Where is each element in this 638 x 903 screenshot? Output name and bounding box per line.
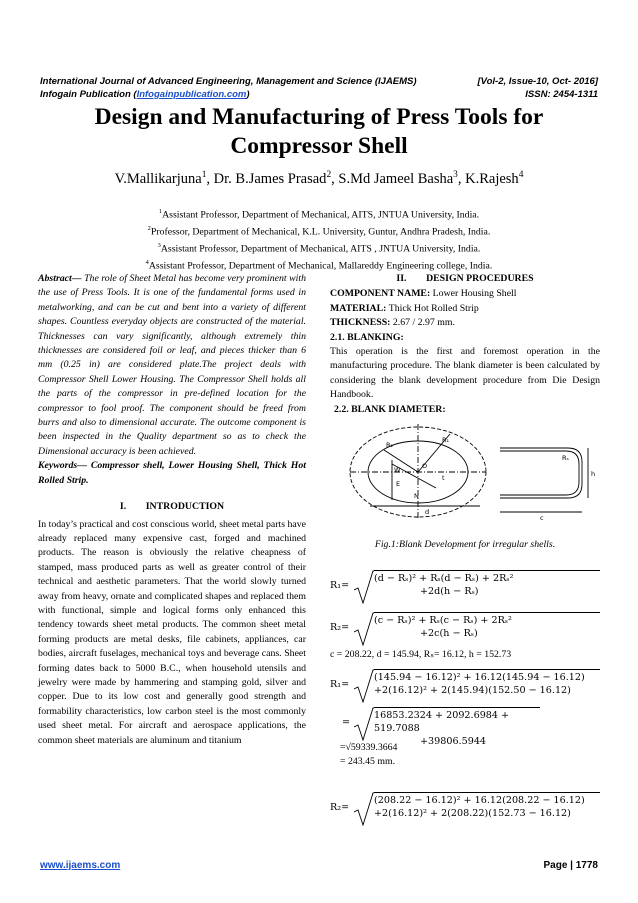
page-number: Page | 1778: [543, 860, 598, 871]
title-line-1: Design and Manufacturing of Press Tools for: [94, 104, 544, 130]
author-1: V.Mallikarjuna$^1$,: [114, 170, 214, 187]
label-t: t: [442, 474, 445, 483]
running-header-line2: [40, 89, 598, 100]
variable-values: c = 208.22, d = 145.94, Rₛ= 16.12, h = 152.73: [330, 649, 512, 661]
label-h: h: [591, 470, 596, 479]
publisher-link[interactable]: Infogainpublication.com: [136, 89, 247, 100]
sqrt-symbol: [354, 612, 374, 646]
right-column: [330, 272, 600, 826]
author-4: K.Rajesh$^4$: [465, 170, 524, 187]
volume-issue: [Vol-2, Issue-10, Oct- 2016]: [477, 76, 598, 87]
label-d: d: [425, 508, 430, 517]
journal-name: International Journal of Advanced Engineering, Management and Science (IJAEMS): [40, 76, 417, 87]
affiliation-4: $^4$Assistant Professor, Department of Mechanical, Mallareddy Engineering college, India.: [145, 258, 493, 271]
equation-r1: R₁= (d − Rₛ)² + Rₛ(d − Rₛ) + 2Rₛ² +2d(h − Rₛ): [330, 570, 600, 604]
equation-r2-substituted: R₂= (208.22 − 16.12)² + 16.12(208.22 − 16.12) +2(16.12)² + 2(208.22)(152.73 − 16.12): [330, 792, 600, 826]
blank-development-figure: [330, 420, 600, 534]
affiliations: [30, 205, 608, 272]
abstract: Abstract— The role of Sheet Metal has become very prominent with the use of Press Tools. It is one of the fundamental forms used in metalworking, and can be cut and bent into a variety of different shapes. Countless everyday objects are constructed of the material. Thicknesses can vary significantly, although extremely thin thicknesses are considered foil or leaf, and pieces thicker than 6 mm (0.25 in) are considered plate.The project deals with Compressor Shell Lower Housing. The Compressor Shell holds all the parts of the compressor in pre-defined location for the compressor to fool proof. The component should be freed from burrs and also to dimensional accurate. The outcome component is been inspected in the Quality department so as to check the Dimensional accuracy is been achieved.: [38, 273, 306, 457]
author-list: [20, 170, 618, 188]
blanking-heading: 2.1. BLANKING:: [330, 331, 404, 343]
sqrt-symbol: [354, 792, 374, 826]
equation-r1-sqrt: =√59339.3664: [340, 741, 398, 753]
blanking-paragraph: This operation is the first and foremost operation in the manufacturing procedure. The blank diameter is been calculated by considering the blank development procedure from Die Design Handbook.: [330, 346, 600, 401]
journal-website-link[interactable]: www.ijaems.com: [40, 860, 121, 871]
equation-r2: R₂= (c − Rₛ)² + Rₛ(c − Rₛ) + 2Rₛ² +2c(h − Rₛ): [330, 612, 600, 646]
blank-development-drawing: [330, 420, 600, 534]
sqrt-symbol: [354, 570, 374, 604]
page-footer: [40, 860, 598, 871]
shell-section-outline: [500, 448, 582, 498]
sqrt-symbol: [354, 669, 374, 703]
affiliation-2: $^2$Professor, Department of Mechanical, K.L. University, Guntur, Andhra Pradesh, India.: [147, 224, 491, 238]
author-2: Dr. B.James Prasad$^2$,: [213, 170, 339, 187]
design-heading: II. DESIGN PROCEDURES: [396, 273, 534, 284]
equation-r1-substituted: R₁= (145.94 − 16.12)² + 16.12(145.94 − 16.12) +2(16.12)² + 2(145.94)(152.50 − 16.12): [330, 669, 600, 703]
intro-heading: I. INTRODUCTION: [119, 501, 225, 513]
label-c: c: [540, 514, 544, 523]
component-name: COMPONENT NAME: Lower Housing Shell: [330, 288, 517, 300]
left-column: [38, 272, 306, 748]
sqrt-symbol: [354, 707, 374, 741]
label-e: E: [396, 480, 401, 489]
blank-diameter-heading: 2.2. BLANK DIAMETER:: [334, 403, 446, 415]
issn: ISSN: 2454-1311: [525, 89, 598, 100]
publisher-suffix: ): [246, 89, 250, 100]
figure-caption: Fig.1:Blank Development for irregular shells.: [374, 539, 556, 551]
publisher-prefix: Infogain Publication (: [40, 89, 137, 100]
label-o: O: [422, 462, 428, 471]
label-w: W: [394, 466, 401, 475]
intro-paragraph: In today’s practical and cost conscious world, sheet metal parts have already replaced many expensive cast, forged and machined products. The reason is obviously the relative cheapness of stamped, mass produced parts as well as greater control of their technical and aesthetic parameters. That the world slowly turned away from heavy, ornate and complicated shapes and replaced them with functional, simple and logical forms only enhanced this tendency towards sheet metal products. The common sheet metal forming products are metal desks, file cabinets, appliances, car bodies, aircraft fuselages, mechanical toys and beverage cans. Sheet forming dates back to 5000 B.C., when household utensils and jewelry were made by hammering and stamping gold, silver and copper. Due to its low cost and generally good strength and formability characteristics, low carbon steel is the most commonly used sheet metal. For aircraft and aerospace applications, the common sheet materials are aluminum and titanium: [38, 518, 306, 746]
label-n: N: [414, 492, 419, 501]
material: MATERIAL: Thick Hot Rolled Strip: [330, 302, 479, 314]
author-3: S.Md Jameel Basha$^3$,: [338, 170, 466, 187]
affiliation-1: $^1$Assistant Professor, Department of Mechanical, AITS, JNTUA University, India.: [158, 208, 480, 221]
label-r1: R₁: [442, 436, 450, 445]
keywords: Keywords— Compressor shell, Lower Housing Shell, Thick Hot Rolled Strip.: [38, 460, 306, 486]
label-rs: Rₛ: [562, 454, 569, 463]
equation-r1-step: = 16853.2324 + 2092.6984 + 519.7088 +39806.5944: [330, 707, 600, 741]
label-r2: R₂: [386, 441, 394, 450]
thickness: THICKNESS: 2.67 / 2.97 mm.: [330, 317, 455, 329]
running-header-line1: [40, 76, 598, 87]
equation-r1-result: = 243.45 mm.: [340, 756, 396, 768]
paper-title: [20, 103, 618, 161]
affiliation-3: $^3$Assistant Professor, Department of Mechanical, AITS , JNTUA University, India.: [157, 241, 481, 254]
title-line-2: Compressor Shell: [230, 133, 408, 159]
